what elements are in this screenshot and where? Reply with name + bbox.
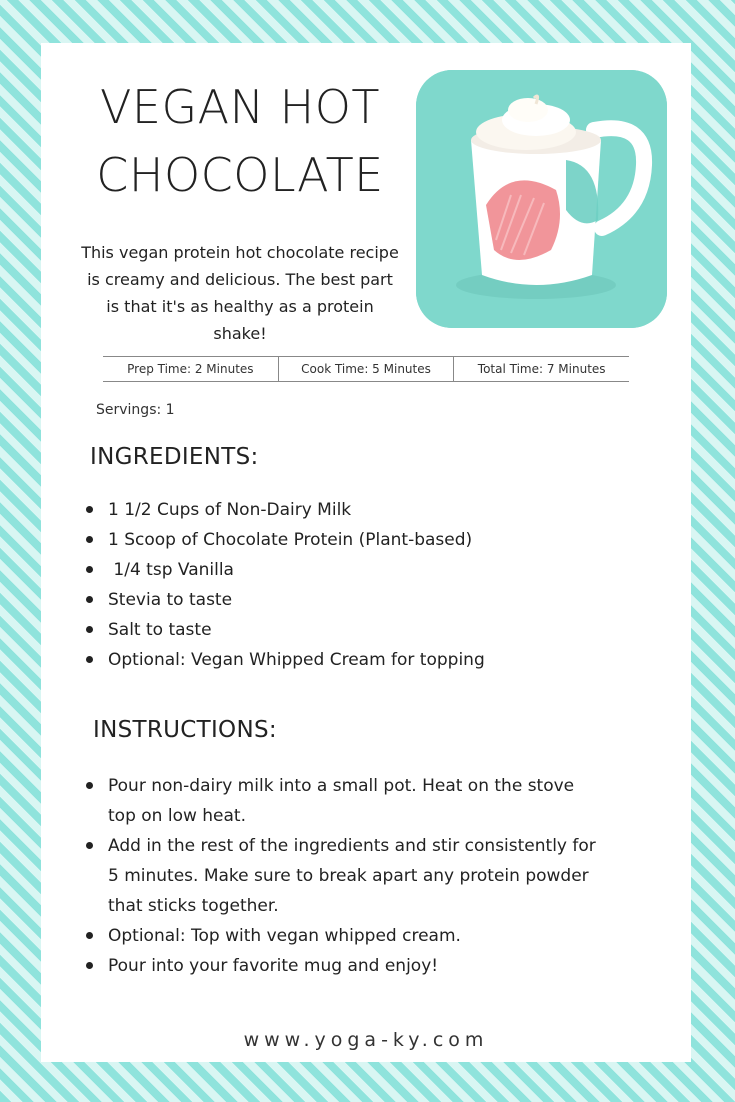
recipe-title: [85, 73, 395, 209]
hot-chocolate-mug-photo: [416, 70, 667, 328]
cook-time: Cook Time: 5 Minutes: [278, 357, 454, 381]
list-item: Pour into your favorite mug and enjoy!: [86, 951, 606, 981]
list-item: 1 1/2 Cups of Non-Dairy Milk: [86, 495, 646, 525]
ingredients-heading: INGREDIENTS:: [90, 444, 259, 470]
list-item: Optional: Top with vegan whipped cream.: [86, 921, 606, 951]
recipe-intro: This vegan protein hot chocolate recipe is creamy and delicious. The best part is that it's as healthy as a protein shake!: [81, 243, 399, 343]
instructions-list: [86, 771, 606, 981]
instructions-heading: INSTRUCTIONS:: [93, 717, 277, 743]
list-item: Add in the rest of the ingredients and stir consistently for 5 minutes. Make sure to break apart any protein powder that sticks together.: [86, 831, 606, 921]
prep-time: Prep Time: 2 Minutes: [127, 362, 254, 376]
title-line-1: VEGAN HOT: [99, 80, 381, 134]
website-link[interactable]: www.yoga-ky.com: [243, 1029, 489, 1051]
list-item: Pour non-dairy milk into a small pot. Heat on the stove top on low heat.: [86, 771, 606, 831]
list-item: Optional: Vegan Whipped Cream for topping: [86, 645, 646, 675]
title-line-2: CHOCOLATE: [96, 148, 384, 202]
list-item: Stevia to taste: [86, 585, 646, 615]
list-item: Salt to taste: [86, 615, 646, 645]
recipe-times-bar: [103, 356, 629, 382]
ingredients-list: [86, 495, 646, 675]
servings: Servings: 1: [96, 402, 175, 418]
total-time: Total Time: 7 Minutes: [453, 357, 629, 381]
list-item: 1/4 tsp Vanilla: [86, 555, 646, 585]
recipe-card: [41, 43, 691, 1062]
list-item: 1 Scoop of Chocolate Protein (Plant-based): [86, 525, 646, 555]
